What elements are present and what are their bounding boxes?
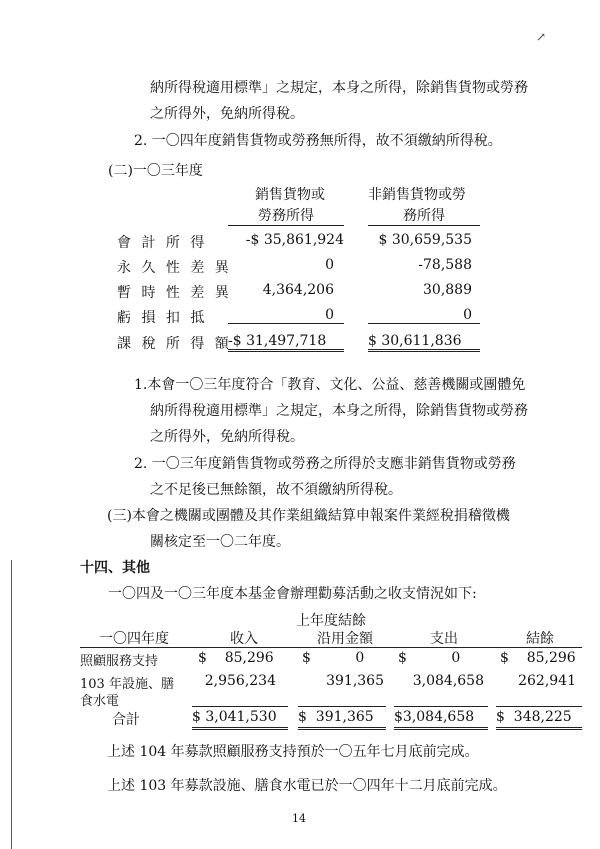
note-1-line: 之所得外，免納所得稅。 bbox=[150, 429, 304, 445]
total-label: 合計 bbox=[112, 712, 140, 728]
col2-header: 務所得 bbox=[368, 205, 480, 226]
paragraph-line: 納所得稅適用標準」之規定，本身之所得，除銷售貨物或勞務 bbox=[150, 80, 528, 96]
cell-value: $ 30,659,535 bbox=[378, 232, 472, 248]
cell-value: 262,941 bbox=[518, 673, 576, 689]
table-header: 結餘 bbox=[526, 631, 554, 647]
section-14-title: 十四、其他 bbox=[80, 560, 150, 576]
row-label: 照顧服務支持 bbox=[80, 654, 159, 669]
scan-margin-line bbox=[11, 560, 12, 849]
section-2-title: (二)一〇三年度 bbox=[108, 163, 203, 179]
section-3-line: (三)本會之機關或團體及其作業組織結算申報案件業經稅捐稽徵機 bbox=[107, 508, 510, 524]
cell-value bbox=[368, 307, 480, 324]
section-14-intro: 一〇四及一〇三年度本基金會辦理勸募活動之收支情況如下: bbox=[108, 586, 477, 602]
cell-value: $ 0 bbox=[398, 650, 461, 666]
cell-value: 4,364,206 bbox=[262, 282, 334, 298]
cell-value: $ 85,296 bbox=[500, 650, 576, 666]
header-rule bbox=[80, 647, 582, 648]
cell-value: $ 0 bbox=[302, 650, 365, 666]
super-header: 上年度結餘 bbox=[296, 613, 366, 629]
cell-value: -$ 31,497,718 bbox=[228, 333, 344, 352]
note-1-line: 1.本會一〇三年度符合「教育、文化、公益、慈善機關或團體免 bbox=[134, 377, 526, 393]
cell-value: $ 85,296 bbox=[198, 650, 274, 666]
paragraph-line: 之所得外，免納所得稅。 bbox=[150, 106, 304, 122]
scan-mark: ↗ bbox=[536, 30, 547, 44]
row-label: 永 久 性 差 異 bbox=[117, 260, 232, 276]
cell-value: -$ 35,861,924 bbox=[245, 232, 344, 248]
cell-value: $ 30,611,836 bbox=[368, 333, 480, 352]
cell-text: 0 bbox=[325, 307, 334, 323]
cell-value: 0 bbox=[325, 257, 334, 273]
page-number: 14 bbox=[292, 812, 306, 825]
total-cell: $ 391,365 bbox=[298, 706, 386, 730]
total-cell: $ 348,225 bbox=[496, 706, 582, 730]
cell-value: -78,588 bbox=[418, 257, 472, 273]
note-2-line: 之不足後已無餘額，故不須繳納所得稅。 bbox=[150, 482, 402, 498]
cell-text: 0 bbox=[463, 307, 472, 323]
cell-value: 391,365 bbox=[326, 673, 384, 689]
closing-line: 上述 104 年募款照顧服務支持預於一〇五年七月底前完成。 bbox=[107, 744, 479, 760]
closing-line: 上述 103 年募款設施、膳食水電已於一〇四年十二月底前完成。 bbox=[107, 778, 507, 794]
col2-header: 非銷售貨物或勞 bbox=[368, 187, 466, 203]
cell-value: 2,956,234 bbox=[204, 673, 276, 689]
cell-value bbox=[228, 307, 344, 324]
total-cell: $3,084,658 bbox=[394, 706, 488, 730]
section-3-line: 關核定至一〇二年度。 bbox=[150, 534, 290, 550]
note-2-line: 2. 一〇三年度銷售貨物或勞務之所得於支應非銷售貨物或勞務 bbox=[134, 456, 516, 472]
note-1-line: 納所得稅適用標準」之規定，本身之所得，除銷售貨物或勞務 bbox=[150, 403, 528, 419]
table-header: 沿用金額 bbox=[317, 631, 373, 647]
table-header: 收入 bbox=[230, 631, 258, 647]
row-label: 會 計 所 得 bbox=[117, 235, 208, 251]
row-label: 103 年設施、膳 bbox=[80, 677, 174, 692]
total-cell: $ 3,041,530 bbox=[192, 706, 288, 730]
col1-header: 銷售貨物或 bbox=[255, 187, 325, 203]
item-2-2104: 2. 一〇四年度銷售貨物或勞務無所得，故不須繳納所得稅。 bbox=[134, 133, 502, 149]
table-header: 支出 bbox=[430, 631, 458, 647]
cell-value: 3,084,658 bbox=[412, 673, 484, 689]
col1-header: 勞務所得 bbox=[228, 205, 344, 226]
cell-value: 30,889 bbox=[423, 282, 472, 298]
row-label: 虧 損 扣 抵 bbox=[117, 310, 208, 326]
row-label: 課 稅 所 得 額 bbox=[117, 336, 232, 352]
row-label-cont: 食水電 bbox=[80, 694, 120, 709]
row-label: 暫 時 性 差 異 bbox=[117, 285, 232, 301]
table-header: 一〇四年度 bbox=[99, 631, 169, 647]
